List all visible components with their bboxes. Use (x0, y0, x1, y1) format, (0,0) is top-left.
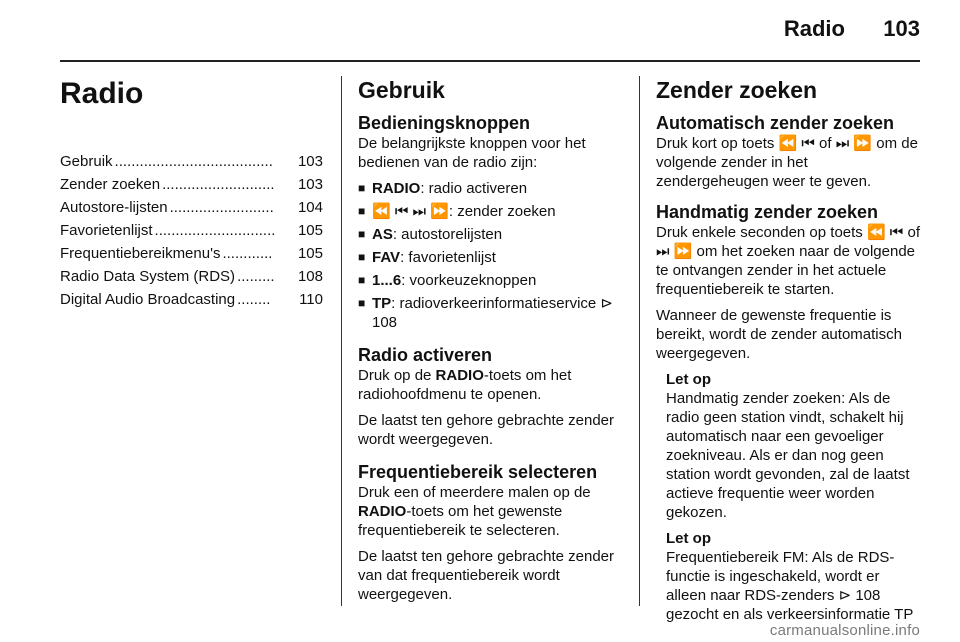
column-toc (60, 76, 323, 311)
column-zender-zoeken (656, 76, 922, 631)
handmatig-text-2: Wanneer de gewenste frequentie is bereikt, wordt de zender automatisch weergegeven. (656, 307, 902, 362)
toc-entry-frequentiebereik[interactable]: Frequentiebereikmenu's ............ 105 (60, 245, 323, 262)
toc-entry-dab[interactable]: Digital Audio Broadcasting ........ 110 (60, 291, 323, 308)
table-of-contents (60, 150, 323, 311)
bullet-radio: ■ RADIO: radio activeren (358, 179, 618, 198)
note-1-title: Let op (666, 371, 711, 388)
bullet-tp: ■ TP: radioverkeerinformatieservice ⊳ 108 (358, 294, 618, 332)
column-divider-2 (639, 76, 640, 606)
bullet-as: ■ AS: autostorelijsten (358, 225, 618, 244)
toc-entry-autostore[interactable]: Autostore-lijsten ......................... 104 (60, 199, 323, 216)
toc-entry-zender-zoeken[interactable]: Zender zoeken ........................... 103 (60, 176, 323, 193)
chapter-title: Radio (60, 77, 144, 110)
section-title-gebruik: Gebruik (358, 77, 445, 103)
bullet-fav: ■ FAV: favorietenlijst (358, 248, 618, 267)
radio-activeren-text: Druk op de RADIO-toets om het radiohoofdmenu te openen. (358, 367, 572, 403)
radio-activeren-text-2: De laatst ten gehore gebrachte zender wordt weergegeven. (358, 412, 615, 448)
frequentiebereik-text: Druk een of meerdere malen op de RADIO-toets om het gewenste frequentiebereik te selecteren. (358, 484, 591, 539)
note-1-text: Handmatig zender zoeken: Als de radio geen station vindt, schakelt hij automatisch naar een gevoeliger zoekniveau. Als er dan nog geen station wordt gevonden, zal de laatst actieve frequentie weer worden gekozen. (666, 390, 910, 521)
note-2-text: Frequentiebereik FM: Als de RDS-functie is ingeschakeld, wordt er alleen naar RDS-zenders ⊳ 108 gezocht en als verkeersinformatie TP (666, 549, 914, 623)
note-2-title: Let op (666, 530, 711, 547)
toc-entry-favorieten[interactable]: Favorietenlijst ............................. 105 (60, 222, 323, 239)
section-title-zender-zoeken: Zender zoeken (656, 77, 818, 103)
column-divider-1 (341, 76, 342, 606)
bedieningsknoppen-intro: De belangrijkste knoppen voor het bedienen van de radio zijn: (358, 135, 586, 171)
handmatig-text: Druk enkele seconden op toets ⏪ ⏮ of ⏭ ⏩ om het zoeken naar de volgende te ontvangen zender in het actuele frequentiebereik te starten. (656, 224, 920, 298)
subsection-automatisch: Automatisch zender zoeken (656, 113, 895, 133)
bullet-presets: ■ 1...6: voorkeuzeknoppen (358, 271, 618, 290)
header-section: Radio (783, 16, 845, 41)
toc-entry-rds[interactable]: Radio Data System (RDS) ......... 108 (60, 268, 323, 285)
watermark: carmanualsonline.info (769, 622, 920, 639)
frequentiebereik-text-2: De laatst ten gehore gebrachte zender van dat frequentiebereik wordt weergegeven. (358, 548, 615, 603)
bullet-seek: ■ ⏪ ⏮ ⏭ ⏩: zender zoeken (358, 202, 618, 221)
subsection-handmatig: Handmatig zender zoeken (656, 202, 879, 222)
subsection-bedieningsknoppen: Bedieningsknoppen (358, 113, 531, 133)
subsection-frequentiebereik: Frequentiebereik selecteren (358, 462, 598, 482)
automatisch-text: Druk kort op toets ⏪ ⏮ of ⏭ ⏩ om de volgende zender in het zendergeheugen weer te geven. (656, 135, 918, 190)
subsection-radio-activeren: Radio activeren (358, 345, 493, 365)
column-gebruik (358, 76, 618, 611)
toc-entry-gebruik[interactable]: Gebruik ...................................... 103 (60, 153, 323, 170)
note-1 (656, 370, 922, 522)
page-number: 103 (883, 16, 920, 41)
note-2 (656, 529, 922, 624)
header-rule (60, 60, 920, 62)
